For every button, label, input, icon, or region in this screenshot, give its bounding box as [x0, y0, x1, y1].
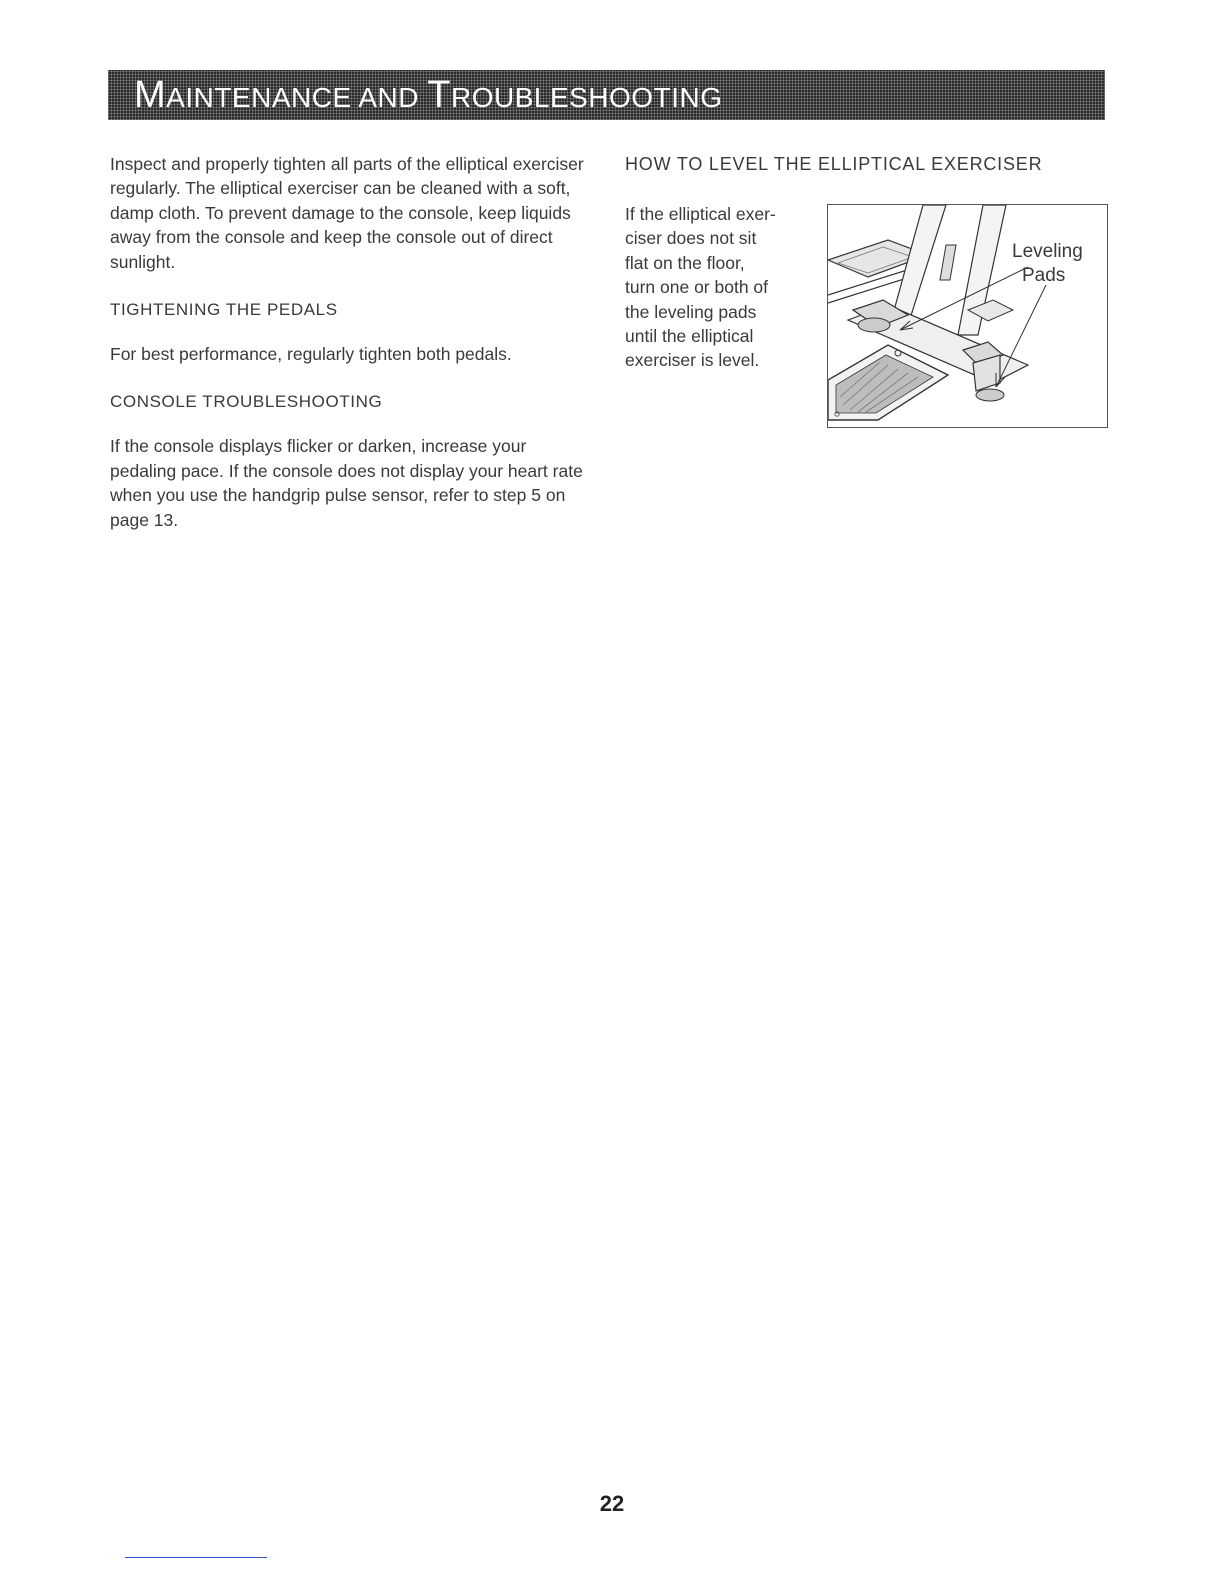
leveling-pads-label: Leveling Pads: [1012, 241, 1083, 286]
left-column: [110, 152, 595, 532]
section-banner: [108, 70, 1105, 120]
pedals-heading: TIGHTENING THE PEDALS: [110, 300, 338, 320]
right-column: [625, 152, 1110, 371]
page-number: 22: [599, 1491, 625, 1516]
page-title: MAINTENANCE AND TROUBLESHOOTING: [134, 74, 723, 116]
console-heading: CONSOLE TROUBLESHOOTING: [110, 392, 383, 412]
leveling-heading: HOW TO LEVEL THE ELLIPTICAL EXERCISER: [625, 154, 1043, 174]
intro-paragraph: Inspect and properly tighten all parts of the elliptical exerciser regularly. The elliptical exerciser can be cleaned with a soft, damp cloth. To prevent damage to the console, keep liquids away from the console and keep the console out of direct sunlight.: [110, 154, 584, 272]
elliptical-base-drawing: [828, 205, 1107, 427]
leveling-paragraph: If the elliptical exer- ciser does not sit flat on the floor, turn one or both of the leveling pads until the elliptical exerciser is level.: [625, 204, 776, 371]
pedals-paragraph: For best performance, regularly tighten both pedals.: [110, 344, 512, 365]
footer-rule: [125, 1557, 267, 1558]
leveling-pads-illustration: [827, 204, 1108, 428]
console-paragraph: If the console displays flicker or darken, increase your pedaling pace. If the console does not display your heart rate when you use the handgrip pulse sensor, refer to step 5 on page 13.: [110, 436, 583, 530]
